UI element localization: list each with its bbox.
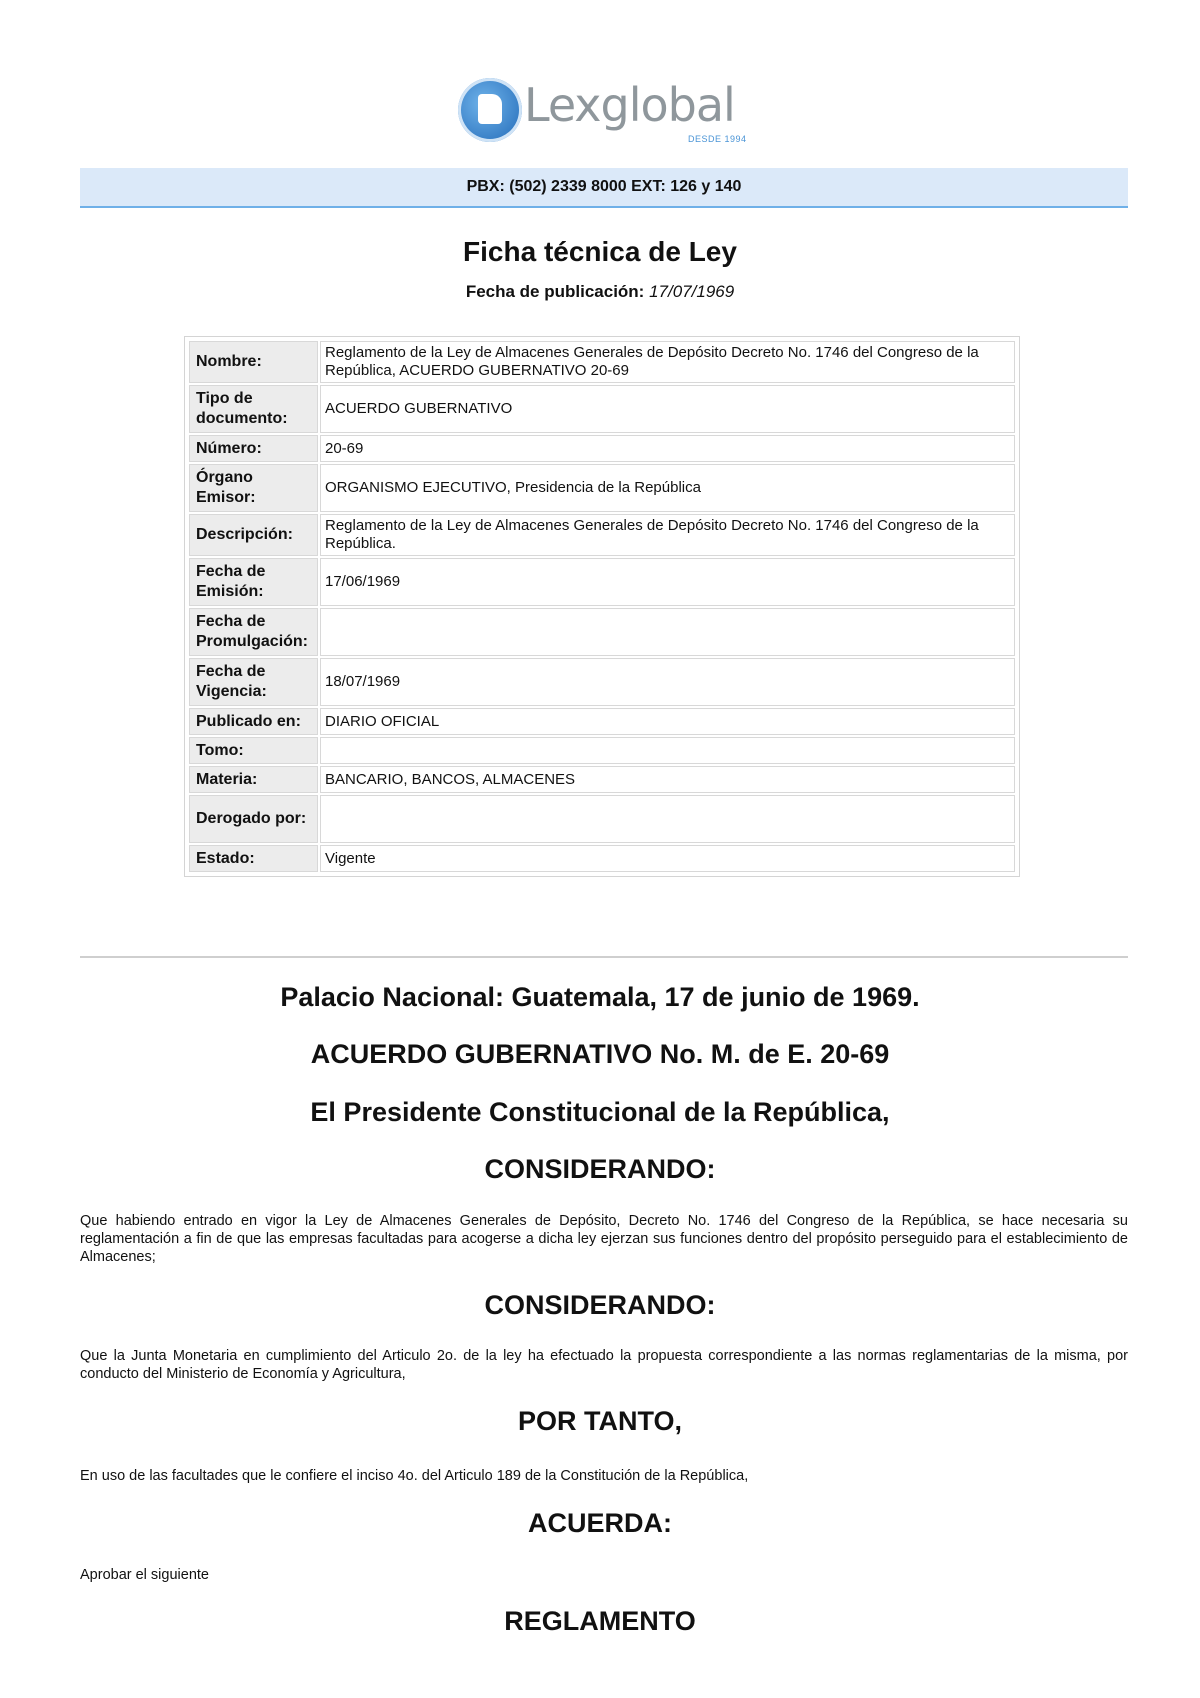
row-label: Tomo: (189, 737, 318, 764)
table-row (189, 341, 1015, 383)
considerando-paragraph-2: Que la Junta Monetaria en cumplimiento del Articulo 2o. de la ley ha efectuado la propuesta correspondiente a las normas reglamentarias de la misma, por conducto del Ministerio de Economía y Agricultura, (80, 1348, 1128, 1382)
row-value: DIARIO OFICIAL (320, 708, 1015, 735)
row-label: Nombre: (189, 341, 318, 383)
row-label: Fecha de Vigencia: (189, 658, 318, 706)
table-row (189, 658, 1015, 706)
publication-date (0, 282, 1200, 302)
row-label: Estado: (189, 845, 318, 872)
table-row (189, 464, 1015, 512)
row-label: Fecha de Promulgación: (189, 608, 318, 656)
table-row (189, 845, 1015, 872)
row-value: 17/06/1969 (320, 558, 1015, 606)
row-value: BANCARIO, BANCOS, ALMACENES (320, 766, 1015, 793)
considerando-heading-2: CONSIDERANDO: (484, 1290, 716, 1320)
row-value: Vigente (320, 845, 1015, 872)
por-tanto-paragraph: En uso de las facultades que le confiere el inciso 4o. del Articulo 189 de la Constitución de la República, (80, 1468, 749, 1484)
row-value: Reglamento de la Ley de Almacenes Generales de Depósito Decreto No. 1746 del Congreso de la República, ACUERDO GUBERNATIVO 20-69 (320, 341, 1015, 383)
row-label: Tipo de documento: (189, 385, 318, 433)
table-row (189, 435, 1015, 462)
acuerda-paragraph: Aprobar el siguiente (80, 1567, 209, 1583)
table-row (189, 385, 1015, 433)
lexglobal-logo-icon (458, 78, 522, 142)
row-value (320, 608, 1015, 656)
section-divider (80, 956, 1128, 958)
table-row (189, 766, 1015, 793)
acuerda-heading: ACUERDA: (528, 1508, 672, 1538)
table-row (189, 708, 1015, 735)
ficha-tecnica-table (184, 336, 1020, 877)
row-label: Órgano Emisor: (189, 464, 318, 512)
por-tanto-heading: POR TANTO, (517, 1406, 682, 1436)
row-value: 18/07/1969 (320, 658, 1015, 706)
pbx-banner: PBX: (502) 2339 8000 EXT: 126 y 140 (80, 168, 1128, 208)
publication-date-value: 17/07/1969 (649, 282, 735, 301)
table-row (189, 737, 1015, 764)
row-value (320, 737, 1015, 764)
row-value: ORGANISMO EJECUTIVO, Presidencia de la República (320, 464, 1015, 512)
palacio-heading: Palacio Nacional: Guatemala, 17 de junio de 1969. (280, 982, 920, 1012)
table-row (189, 608, 1015, 656)
row-label: Fecha de Emisión: (189, 558, 318, 606)
publication-date-label: Fecha de publicación: (465, 282, 645, 301)
row-label: Derogado por: (189, 795, 318, 843)
logo-text: Lexglobal (524, 78, 735, 132)
reglamento-heading: REGLAMENTO (504, 1606, 696, 1636)
row-label: Materia: (189, 766, 318, 793)
row-label: Publicado en: (189, 708, 318, 735)
page-title: Ficha técnica de Ley (463, 236, 737, 267)
table-row (189, 558, 1015, 606)
table-row (189, 795, 1015, 843)
row-value (320, 795, 1015, 843)
row-label: Descripción: (189, 514, 318, 556)
considerando-paragraph-1: Que habiendo entrado en vigor la Ley de Almacenes Generales de Depósito, Decreto No. 1746 del Congreso de la República, se hace necesaria su reglamentación a fin de que las empresas facultadas para acogerse a dicha ley ejerzan sus funciones dentro del propósito perseguido para el establecimiento de Almacenes; (80, 1213, 1128, 1265)
presidente-heading: El Presidente Constitucional de la República, (310, 1097, 890, 1127)
row-label: Número: (189, 435, 318, 462)
row-value: 20-69 (320, 435, 1015, 462)
table-row (189, 514, 1015, 556)
logo-tagline: DESDE 1994 (688, 134, 747, 144)
considerando-heading-1: CONSIDERANDO: (484, 1154, 716, 1184)
row-value: ACUERDO GUBERNATIVO (320, 385, 1015, 433)
row-value: Reglamento de la Ley de Almacenes Generales de Depósito Decreto No. 1746 del Congreso de la República. (320, 514, 1015, 556)
lexglobal-logo (458, 76, 758, 148)
acuerdo-number-heading: ACUERDO GUBERNATIVO No. M. de E. 20-69 (310, 1039, 890, 1069)
